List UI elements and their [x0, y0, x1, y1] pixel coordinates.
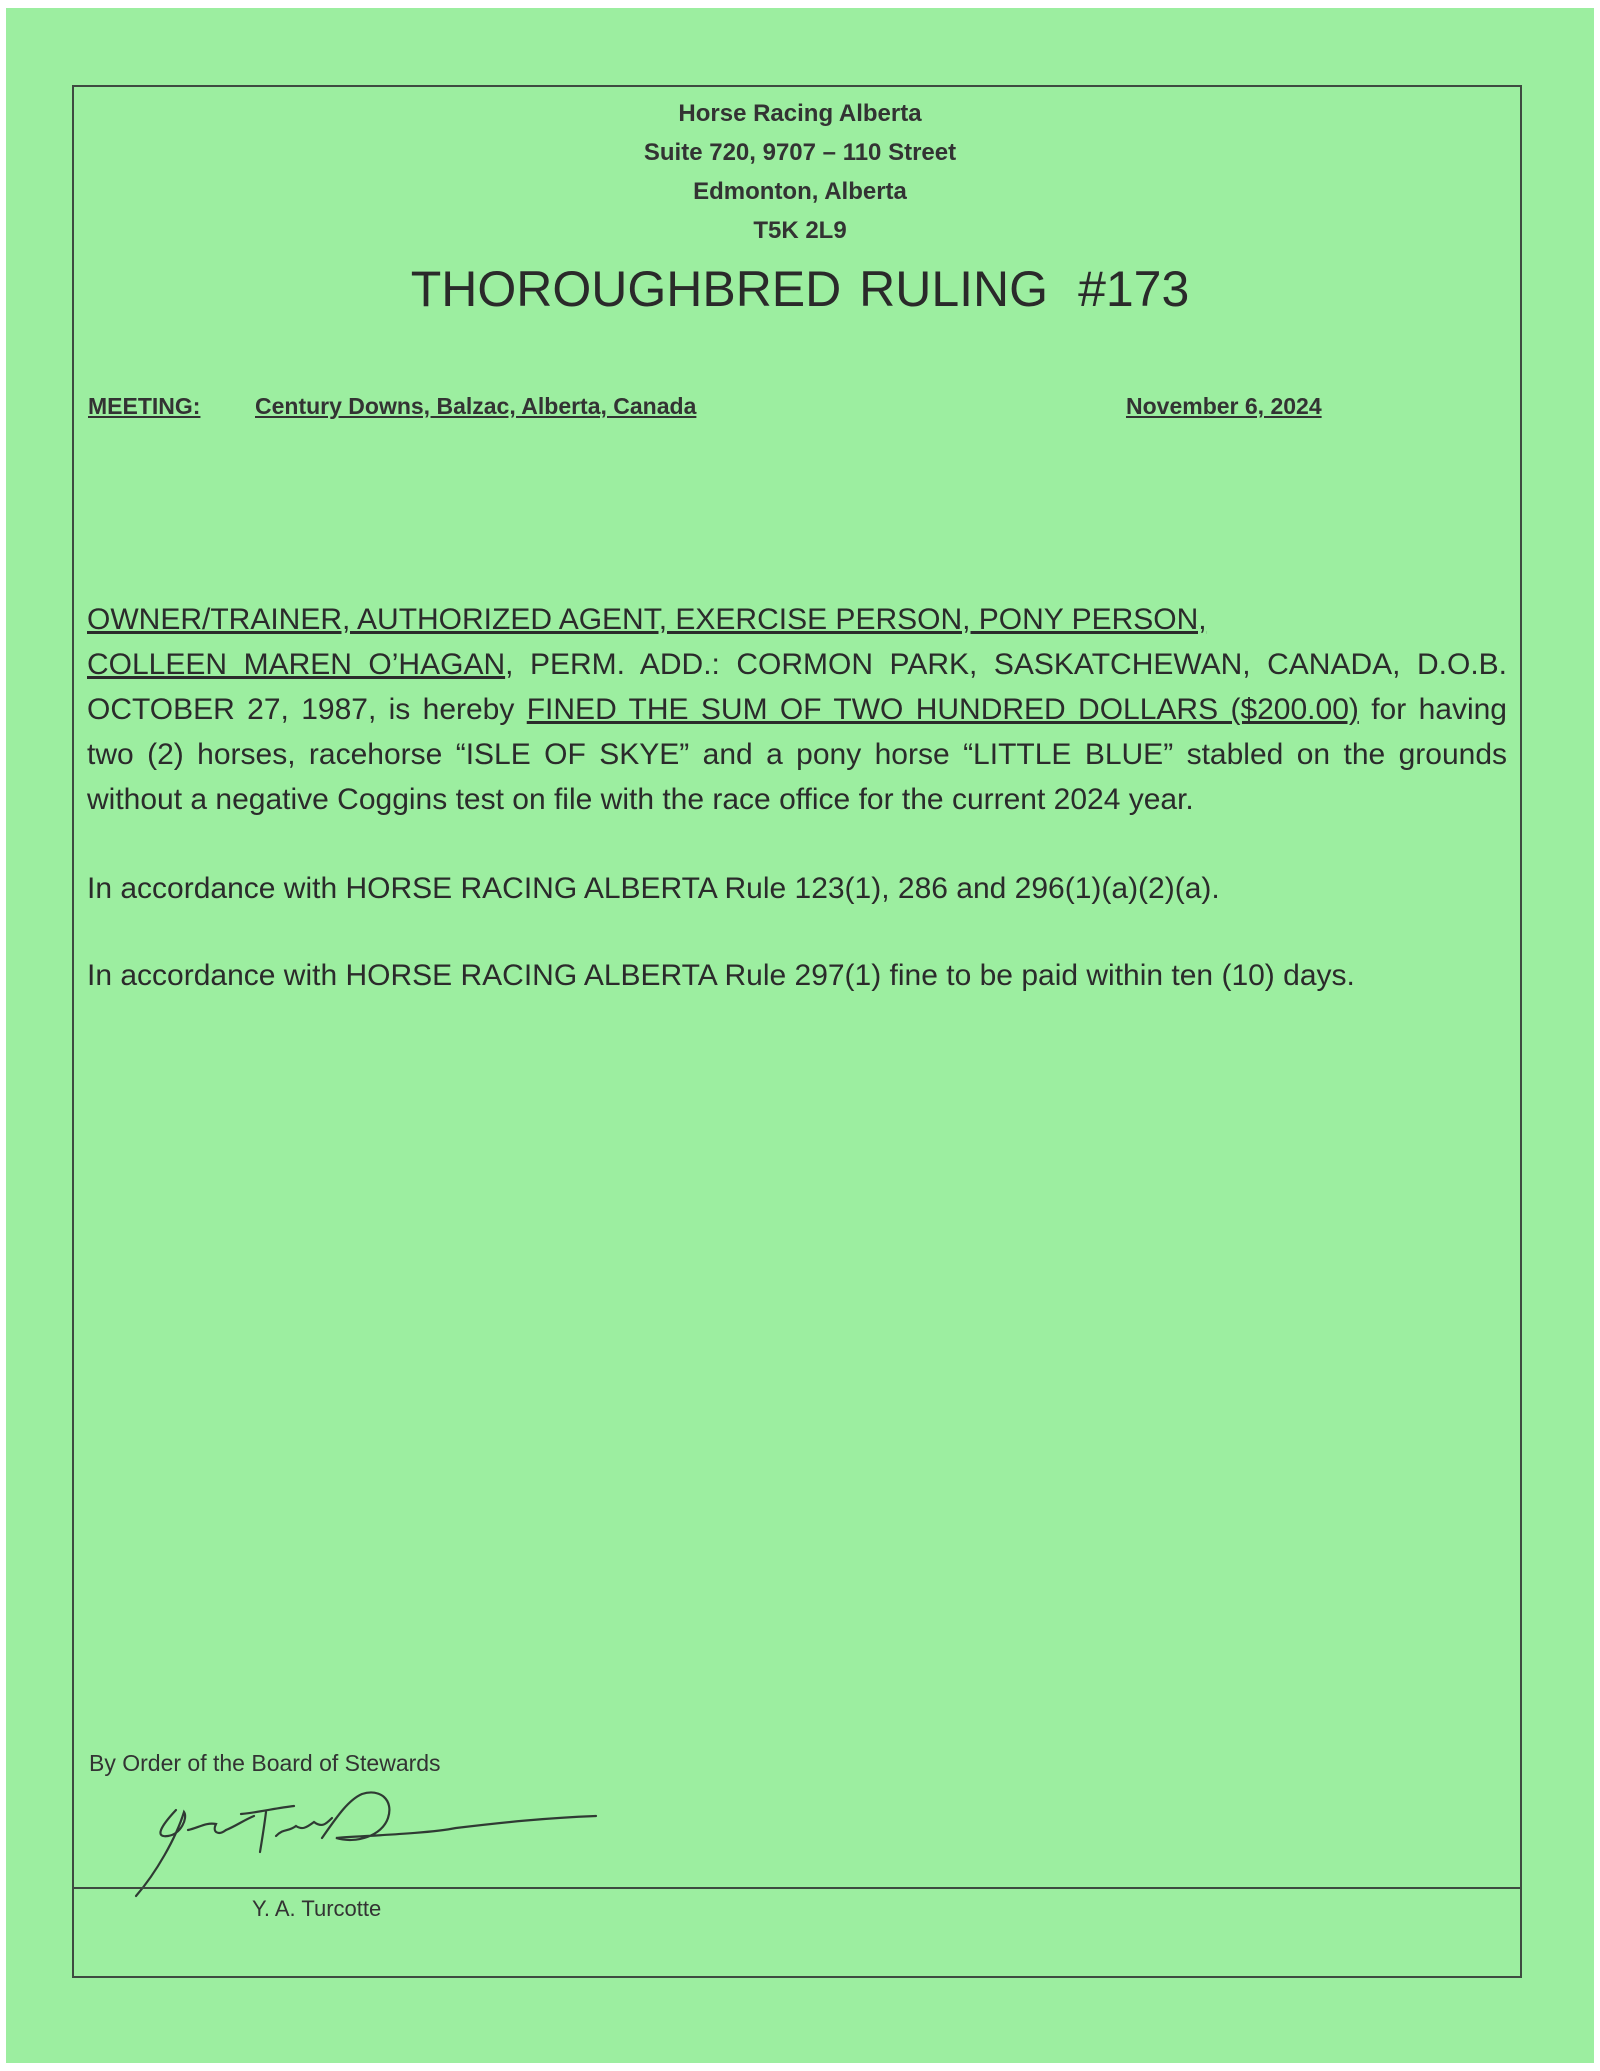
ruling-title	[6, 260, 1594, 318]
ruling-person-name: COLLEEN MAREN O’HAGAN	[87, 648, 506, 681]
org-city: Edmonton, Alberta	[693, 178, 907, 205]
signature-line	[72, 1887, 1522, 1889]
org-street: Suite 720, 9707 – 110 Street	[643, 139, 957, 166]
meeting-location: Century Downs, Balzac, Alberta, Canada	[255, 393, 697, 419]
ruling-dob: OCTOBER 27, 1987, is hereby	[87, 693, 527, 726]
ruling-horses: two (2) horses, racehorse “ISLE OF SKYE” and a pony horse “LITTLE BLUE” stabled on the grounds	[87, 738, 1507, 771]
ruling-fine-tail: for having	[1358, 693, 1507, 726]
ruling-address: , PERM. ADD.: CORMON PARK, SASKATCHEWAN, CANADA, D.O.B.	[505, 648, 1508, 681]
ruling-paragraph	[87, 597, 1507, 822]
document-page	[6, 8, 1594, 2063]
ruling-coggins: without a negative Coggins test on file with the race office for the current 2024 year.	[87, 783, 1194, 816]
org-name: Horse Racing Alberta	[678, 100, 922, 127]
document-border	[72, 85, 1522, 1978]
signer-name: Y. A. Turcotte	[252, 1896, 382, 1921]
meeting-label: MEETING:	[88, 393, 201, 419]
org-postal: T5K 2L9	[753, 217, 847, 244]
board-of-stewards: By Order of the Board of Stewards	[89, 1750, 441, 1776]
rule-reference-2: In accordance with HORSE RACING ALBERTA Rule 297(1) fine to be paid within ten (10) days.	[87, 959, 1355, 992]
rule-reference-1: In accordance with HORSE RACING ALBERTA Rule 123(1), 286 and 296(1)(a)(2)(a).	[87, 872, 1220, 905]
ruling-roles: OWNER/TRAINER, AUTHORIZED AGENT, EXERCISE PERSON, PONY PERSON,	[87, 603, 1207, 636]
meeting-date: November 6, 2024	[1126, 393, 1322, 419]
ruling-number: #173	[1078, 261, 1190, 317]
ruling-fine: FINED THE SUM OF TWO HUNDRED DOLLARS ($200.00)	[526, 693, 1359, 726]
ruling-title-label: THOROUGHBRED RULING	[410, 261, 1049, 317]
